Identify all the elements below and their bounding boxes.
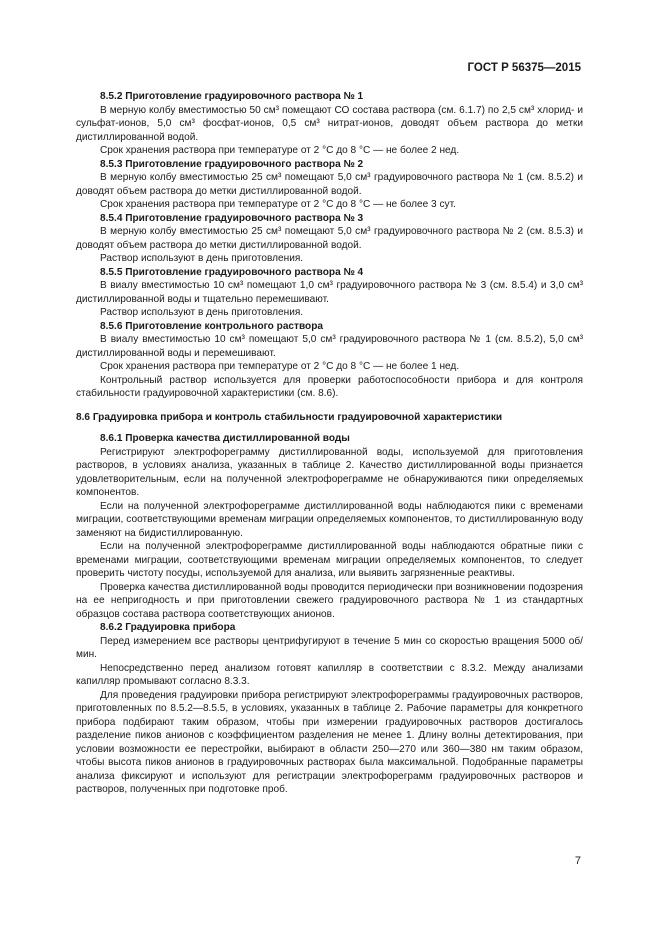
- paragraph: Для проведения градуировки прибора регистрируют электрофореграммы градуировочных растворов, приготовленных по 8.5.2—8.5.5, в условиях, указанных в таблице 2. Рабочие параметры для конкретного прибора подбирают таким образом, чтобы при измерении градуировочных растворов достигалось разделение пиков анионов с коэффициентом разделения не менее 1. Длину волны детектирования, при условии возможности ее перестройки, выбирают в области 250—270 или 360—380 нм таким образом, чтобы высота пиков анионов в градуировочных растворах была максимальной. Подобранные параметры анализа фиксируют и используют для регистрации электрофореграмм градуировочных растворов и растворов, полученных при подготовке проб.: [76, 689, 583, 795]
- section-heading: 8.6 Градуировка прибора и контроль стабильности градуировочной характеристики: [76, 411, 503, 423]
- paragraph: Срок хранения раствора при температуре от 2 °С до 8 °С — не более 1 нед.: [100, 361, 460, 372]
- paragraph: Перед измерением все растворы центрифугируют в течение 5 мин со скоростью вращения 5000 об/мин.: [76, 635, 583, 660]
- paragraph: Контрольный раствор используется для проверки работоспособности прибора и для контроля стабильности градуировочной характеристики (см. 8.6).: [76, 374, 583, 399]
- page-number: 7: [574, 855, 581, 867]
- paragraph: Проверка качества дистиллированной воды проводится периодически при возникновении подозрения на ее непригодность и при приготовлении свежего градуировочного раствора № 1 из стандартных образцов состава раствора соответствующих анионов.: [76, 581, 583, 620]
- paragraph: В мерную колбу вместимостью 25 см³ помещают 5,0 см³ градуировочного раствора № 2 (см. 8.5.3) и доводят объем раствора до метки дистиллированной водой.: [76, 226, 583, 251]
- paragraph: Если на полученной электрофореграмме дистиллированной воды наблюдаются пики с временами миграции, соответствующими временам миграции определяемых компонентов, то дистиллированную воду заменяют на бидистиллированную.: [76, 500, 583, 539]
- subsection-heading: 8.5.3 Приготовление градуировочного раствора № 2: [100, 158, 364, 170]
- paragraph: В мерную колбу вместимостью 50 см³ помещают СО состава раствора (см. 6.1.7) по 2,5 см³ хлорид- и сульфат-ионов, 5,0 см³ фосфат-ионов, 0,5 см³ нитрат-ионов, доводят объем раствора до метки дистиллированной водой.: [76, 104, 583, 143]
- paragraph: Раствор используют в день приготовления.: [100, 253, 304, 264]
- subsection-heading: 8.5.2 Приготовление градуировочного раствора № 1: [100, 91, 364, 102]
- subsection-heading: 8.6.1 Проверка качества дистиллированной воды: [100, 433, 350, 444]
- paragraph: В мерную колбу вместимостью 25 см³ помещают 5,0 см³ градуировочного раствора № 1 (см. 8.5.2) и доводят объем раствора до метки дистиллированной водой.: [76, 172, 583, 197]
- paragraph: Если на полученной электрофореграмме дистиллированной воды наблюдаются обратные пики с временами миграции, соответствующими временам миграции определяемых компонентов, то следует проверить чистоту посуды, используемой для анализа, или выявить загрязненные реактивы.: [76, 541, 583, 579]
- paragraph: В виалу вместимостью 10 см³ помещают 1,0 см³ градуировочного раствора № 3 (см. 8.5.4) и 3,0 см³ дистиллированной воды и тщательно перемешивают.: [76, 280, 583, 305]
- subsection-heading: 8.5.5 Приготовление градуировочного раствора № 4: [100, 266, 364, 278]
- paragraph: Раствор используют в день приготовления.: [100, 307, 304, 318]
- standard-number: ГОСТ Р 56375—2015: [467, 62, 581, 74]
- paragraph: Срок хранения раствора при температуре от 2 °С до 8 °С — не более 2 нед.: [100, 145, 460, 156]
- subsection-heading: 8.5.4 Приготовление градуировочного раствора № 3: [100, 212, 364, 224]
- paragraph: Срок хранения раствора при температуре от 2 °С до 8 °С — не более 3 сут.: [100, 199, 456, 210]
- subsection-heading: 8.6.2 Градуировка прибора: [100, 622, 236, 633]
- subsection-heading: 8.5.6 Приготовление контрольного раствора: [100, 320, 324, 332]
- document-body: [76, 90, 583, 797]
- paragraph: Непосредственно перед анализом готовят капилляр в соответствии с 8.3.2. Между анализами капилляр промывают согласно 8.3.3.: [76, 662, 583, 687]
- paragraph: Регистрируют электрофореграмму дистиллированной воды, используемой для приготовления растворов, в условиях анализа, указанных в таблице 2. Качество дистиллированной воды признается удовлетворительным, если на полученной электрофореграмме не обнаруживаются пики определяемых компонентов.: [76, 446, 583, 498]
- paragraph: В виалу вместимостью 10 см³ помещают 5,0 см³ градуировочного раствора № 1 (см. 8.5.2), 5,0 см³ дистиллированной воды и перемешивают.: [76, 334, 583, 359]
